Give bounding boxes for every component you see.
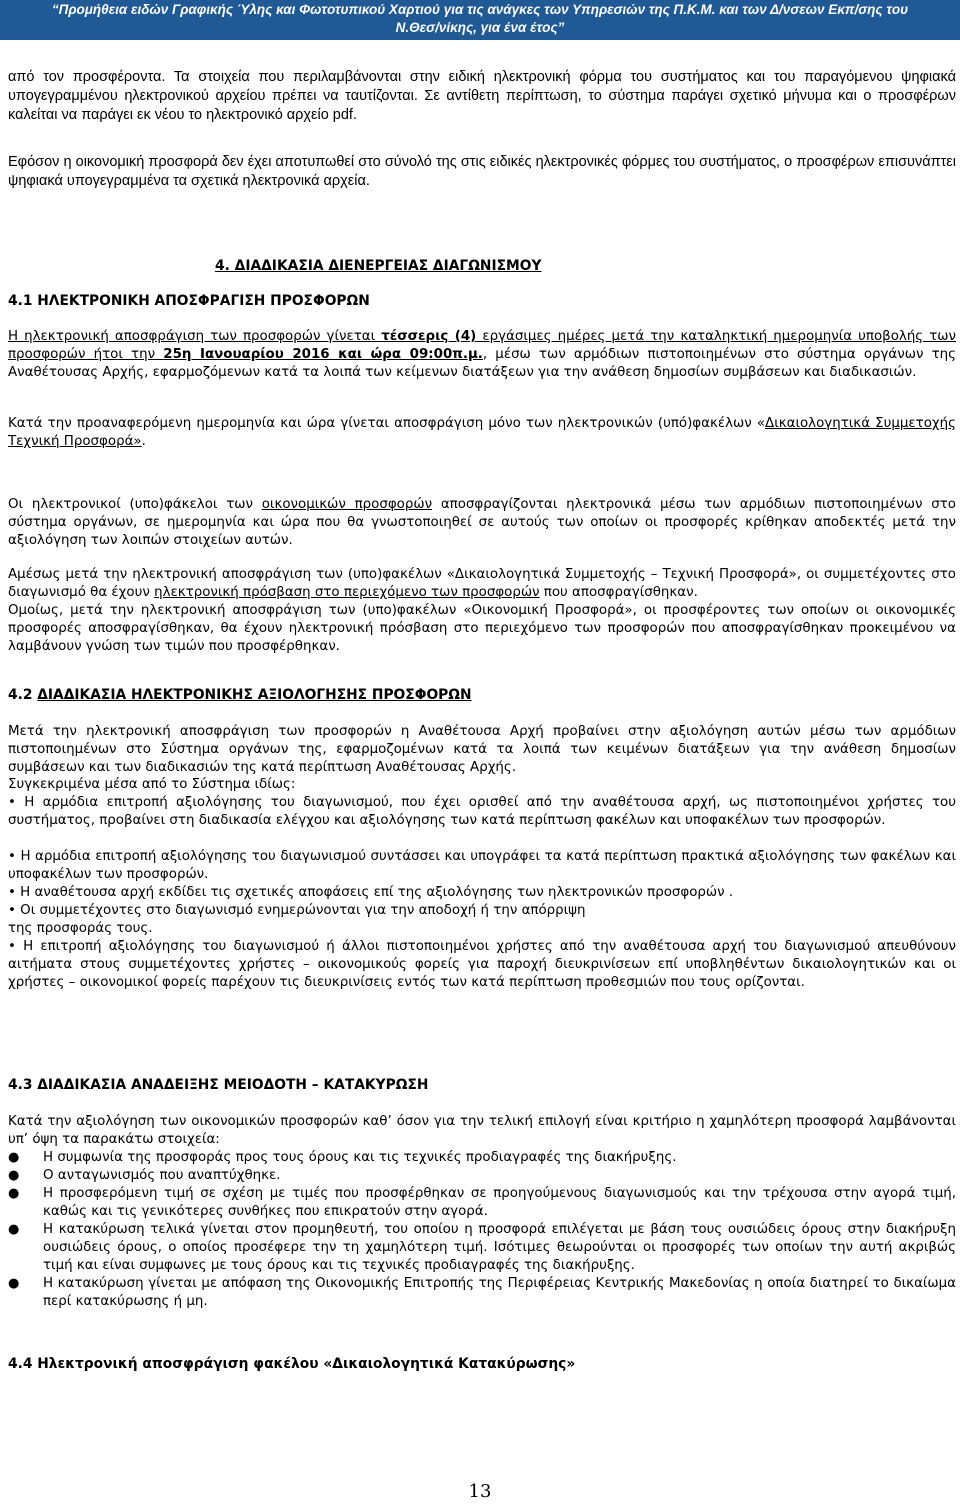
s41-paragraph-1 (8, 328, 956, 382)
s41-p1-d: 25η Ιανουαρίου 2016 και ώρα 09:00π.μ. (163, 347, 483, 362)
s41-p3-b: οικονομικών προσφορών (261, 497, 433, 512)
s43-item-text: Η κατακύρωση τελικά γίνεται στον προμηθευτή, του οποίου η προσφορά επιλέγεται με βάση τους ουσιώδεις όρους στην διακήρυξη ουσιώδεις όρους, ο οποίος προσέφερε την τη χαμηλότερη τιμή. Ισότιμες θεωρούνται οι προσφορές των οποίων την αυτή ακριβώς τιμή και είναι συμφωνες με τους όρους και τις τεχνικές προδιαγραφές της διακήρυξης. (43, 1222, 956, 1273)
bullet-dot-icon: ● (8, 1276, 20, 1291)
s41-p3-c: αποσφραγίζονται ηλεκτρονικά μέσω των αρμόδιων πιστοποιημένων στο σύστημα οργάνων, σε ημερομηνία και ώρα που θα γνωστοποιηθεί σε αυτούς των οποίων οι προσφορές κρίθηκαν αποδεκτές μετά την αξιολόγηση των λοιπών στοιχείων αυτών. (8, 497, 956, 548)
s42-bullet-2: • Η αρμόδια επιτροπή αξιολόγησης του διαγωνισμού συντάσσει και υπογράφει τα κατά περίπτωση πρακτικά αξιολόγησης των φακέλων και υποφακέλων των προσφορών. (8, 849, 956, 882)
header-line-2: Ν.Θεσ/νίκης, για ένα έτος” (395, 20, 565, 35)
s43-item-text: Ο ανταγωνισμός που αναπτύχθηκε. (43, 1168, 281, 1183)
s41-paragraph-4 (8, 566, 956, 602)
s41-p4-b: ηλεκτρονική πρόσβαση στο περιεχόμενο των προσφορών (154, 585, 540, 600)
s42-bullet-5: • Η επιτροπή αξιολόγησης του διαγωνισμού ή άλλοι πιστοποιημένοι χρήστες από την αναθέτουσα αρχή του διαγωνισμού απευθύνουν αιτήματα στους συμμετέχοντες χρήστες – οικονομικούς φορείς για παροχή διευκρινίσεων επί υποβληθέντων δικαιολογητικών και οι χρήστες – οικονομικοί φορείς παρέχουν τις διευκρινίσεις εντός των κατά περίπτωση προθεσμιών που τους ορίζονται. (8, 939, 956, 990)
s42-paragraph-2: Συγκεκριμένα μέσα από το Σύστημα ιδίως: (8, 777, 296, 792)
s41-p3-a: Οι ηλεκτρονικοί (υπο)φάκελοι των (8, 497, 262, 512)
s43-item-text: Η κατακύρωση γίνεται με απόφαση της Οικονομικής Επιτροπής της Περιφέρειας Κεντρικής Μακεδονίας η οποία διατηρεί το δικαίωμα περί κατακύρωσης ή μη. (43, 1276, 956, 1309)
s42-paragraph-1: Μετά την ηλεκτρονική αποσφράγιση των προσφορών η Αναθέτουσα Αρχή προβαίνει στην αξιολόγηση αυτών μέσω των αρμόδιων πιστοποιημένων στο Σύστημα οργάνων της, εφαρμοζομένων κατά τα λοιπά των κειμένων διατάξεων για την ανάθεση δημοσίων συμβάσεων και των διαδικασιών της κατά περίπτωση Αναθέτουσας Αρχής. (8, 724, 956, 775)
header-line-1: “Προμήθεια ειδών Γραφικής Ύλης και Φωτοτυπικού Χαρτιού για τις ανάγκες των Υπηρεσιών της Π.Κ.Μ. και των Δ/νσεων Εκπ/σης του (51, 2, 909, 17)
s41-p2-a: Κατά την προαναφερόμενη ημερομηνία και ώρα γίνεται αποσφράγιση μόνο των ηλεκτρονικών (υπό)φακέλων « (8, 416, 766, 431)
s42-bullet-4b: της προσφοράς τους. (8, 921, 153, 936)
s41-p4-a: Αμέσως μετά την ηλεκτρονική αποσφράγιση των (υπο)φακέλων «Δικαιολογητικά Συμμετοχής – Τεχνική Προσφορά», οι συμμετέχοντες στο διαγωνισμό θα έχουν (8, 567, 956, 600)
s41-p1-e: , μέσω των αρμόδιων πιστοποιημένων στο σύστημα οργάνων της Αναθέτουσας Αρχής, εφαρμοζόμενων κατά τα λοιπά των κείμενων διατάξεων για την ανάθεση δημοσίων συμβάσεων και διαδικασιών. (8, 347, 956, 380)
s41-p1-a: Η ηλεκτρονική αποσφράγιση των προσφορών γίνεται (8, 329, 382, 344)
s42-title-num: 4.2 (8, 687, 38, 703)
s42-bullet-1: • Η αρμόδια επιτροπή αξιολόγησης του διαγωνισμού, που έχει ορισθεί από την αναθέτουσα αρχή, ως πιστοποιημένοι χρήστες του συστήματος, προβαίνει στη διαδικασία ελέγχου και αξιολόγησης των κατά περίπτωση φακέλων και υποφακέλων των προσφορών. (8, 795, 956, 828)
s42-title-rest: ΔΙΑΔΙΚΑΣΙΑ ΗΛΕΚΤΡΟΝΙΚΗΣ ΑΞΙΟΛΟΓΗΣΗΣ ΠΡΟΣΦΟΡΩΝ (37, 687, 472, 703)
s41-p4-c: που αποσφραγίσθηκαν. (539, 585, 698, 600)
section-4-3-title: 4.3 ΔΙΑΔΙΚΑΣΙΑ ΑΝΑΔΕΙΞΗΣ ΜΕΙΟΔΟΤΗ – ΚΑΤΑΚΥΡΩΣΗ (8, 1077, 429, 1093)
s41-paragraph-3 (8, 496, 956, 550)
s42-bullet-4a: • Οι συμμετέχοντες στο διαγωνισμό ενημερώνονται για την αποδοχή ή την απόρριψη (8, 903, 586, 918)
s42-bullet-3: • Η αναθέτουσα αρχή εκδίδει τις σχετικές αποφάσεις επί της αξιολόγησης των ηλεκτρονικών προσφορών . (8, 885, 734, 900)
s41-p1-b: τέσσερις (4) (381, 329, 477, 344)
s41-paragraph-5: Ομοίως, μετά την ηλεκτρονική αποσφράγιση των (υπο)φακέλων «Οικονομική Προσφορά», οι προσφέροντες των οποίων οι οικονομικές προσφορές αποσφραγίσθηκαν, θα έχουν ηλεκτρονική πρόσβαση στο περιεχόμενο των προσφορών που αποσφραγίσθηκαν προκειμένου να λαμβάνουν γνώση των τιμών που προσφέρθηκαν. (8, 603, 956, 654)
intro-paragraph-2: Εφόσον η οικονομική προσφορά δεν έχει αποτυπωθεί στο σύνολό της στις ειδικές ηλεκτρονικές φόρμες του συστήματος, ο προσφέρων επισυνάπτει ψηφιακά υπογεγραμμένα τα σχετικά ηλεκτρονικά αρχεία. (8, 154, 956, 189)
s43-paragraph-1: Κατά την αξιολόγηση των οικονομικών προσφορών καθ’ όσον για την τελική επιλογή είναι κριτήριο η χαμηλότερη προσφορά λαμβάνονται υπ’ όψη τα παρακάτω στοιχεία: (8, 1114, 956, 1147)
s43-list-item (8, 1167, 956, 1185)
s41-paragraph-2 (8, 415, 956, 451)
page-number: 13 (468, 1481, 492, 1502)
s41-p1-c: εργάσιμες ημέρες μετά την καταληκτική ημερομηνία υποβολής των προσφορών ήτοι την (8, 329, 956, 362)
bullet-dot-icon: ● (8, 1186, 20, 1201)
document-header (0, 0, 960, 40)
section-4-2-title (8, 686, 472, 704)
s43-item-text: Η προσφερόμενη τιμή σε σχέση με τιμές που προσφέρθηκαν σε προηγούμενους διαγωνισμούς και την τρέχουσα στην αγορά τιμή, καθώς και τις γενικότερες συνθήκες που επικρατούν στην αγορά. (43, 1186, 956, 1219)
s43-list-item (8, 1149, 956, 1167)
bullet-dot-icon: ● (8, 1150, 20, 1165)
section-4-title: 4. ΔΙΑΔΙΚΑΣΙΑ ΔΙΕΝΕΡΓΕΙΑΣ ΔΙΑΓΩΝΙΣΜΟΥ (215, 258, 542, 274)
bullet-dot-icon: ● (8, 1222, 20, 1237)
s43-item-text: Η συμφωνία της προσφοράς προς τους όρους και τις τεχνικές προδιαγραφές της διακήρυξης. (43, 1150, 677, 1165)
s43-list-item (8, 1221, 956, 1275)
s41-p2-c: . (141, 434, 146, 449)
s43-list-item (8, 1275, 956, 1311)
section-4-4-title: 4.4 Ηλεκτρονική αποσφράγιση φακέλου «Δικαιολογητικά Κατακύρωσης» (8, 1356, 576, 1372)
intro-paragraph-1: από τον προσφέροντα. Τα στοιχεία που περιλαμβάνονται στην ειδική ηλεκτρονική φόρμα του συστήματος και του παραγόμενου ψηφιακά υπογεγραμμένου ηλεκτρονικού αρχείου πρέπει να ταυτίζονται. Σε αντίθετη περίπτωση, το σύστημα παράγει σχετικό μήνυμα και ο προσφέρων καλείται να παράγει εκ νέου το ηλεκτρονικό αρχείο pdf. (8, 69, 956, 123)
bullet-dot-icon: ● (8, 1168, 20, 1183)
section-4-1-title: 4.1 ΗΛΕΚΤΡΟΝΙΚΗ ΑΠΟΣΦΡΑΓΙΣΗ ΠΡΟΣΦΟΡΩΝ (8, 293, 370, 309)
s41-p2-b: Δικαιολογητικά Συμμετοχής Τεχνική Προσφορά» (8, 416, 956, 449)
s43-list-item (8, 1185, 956, 1221)
